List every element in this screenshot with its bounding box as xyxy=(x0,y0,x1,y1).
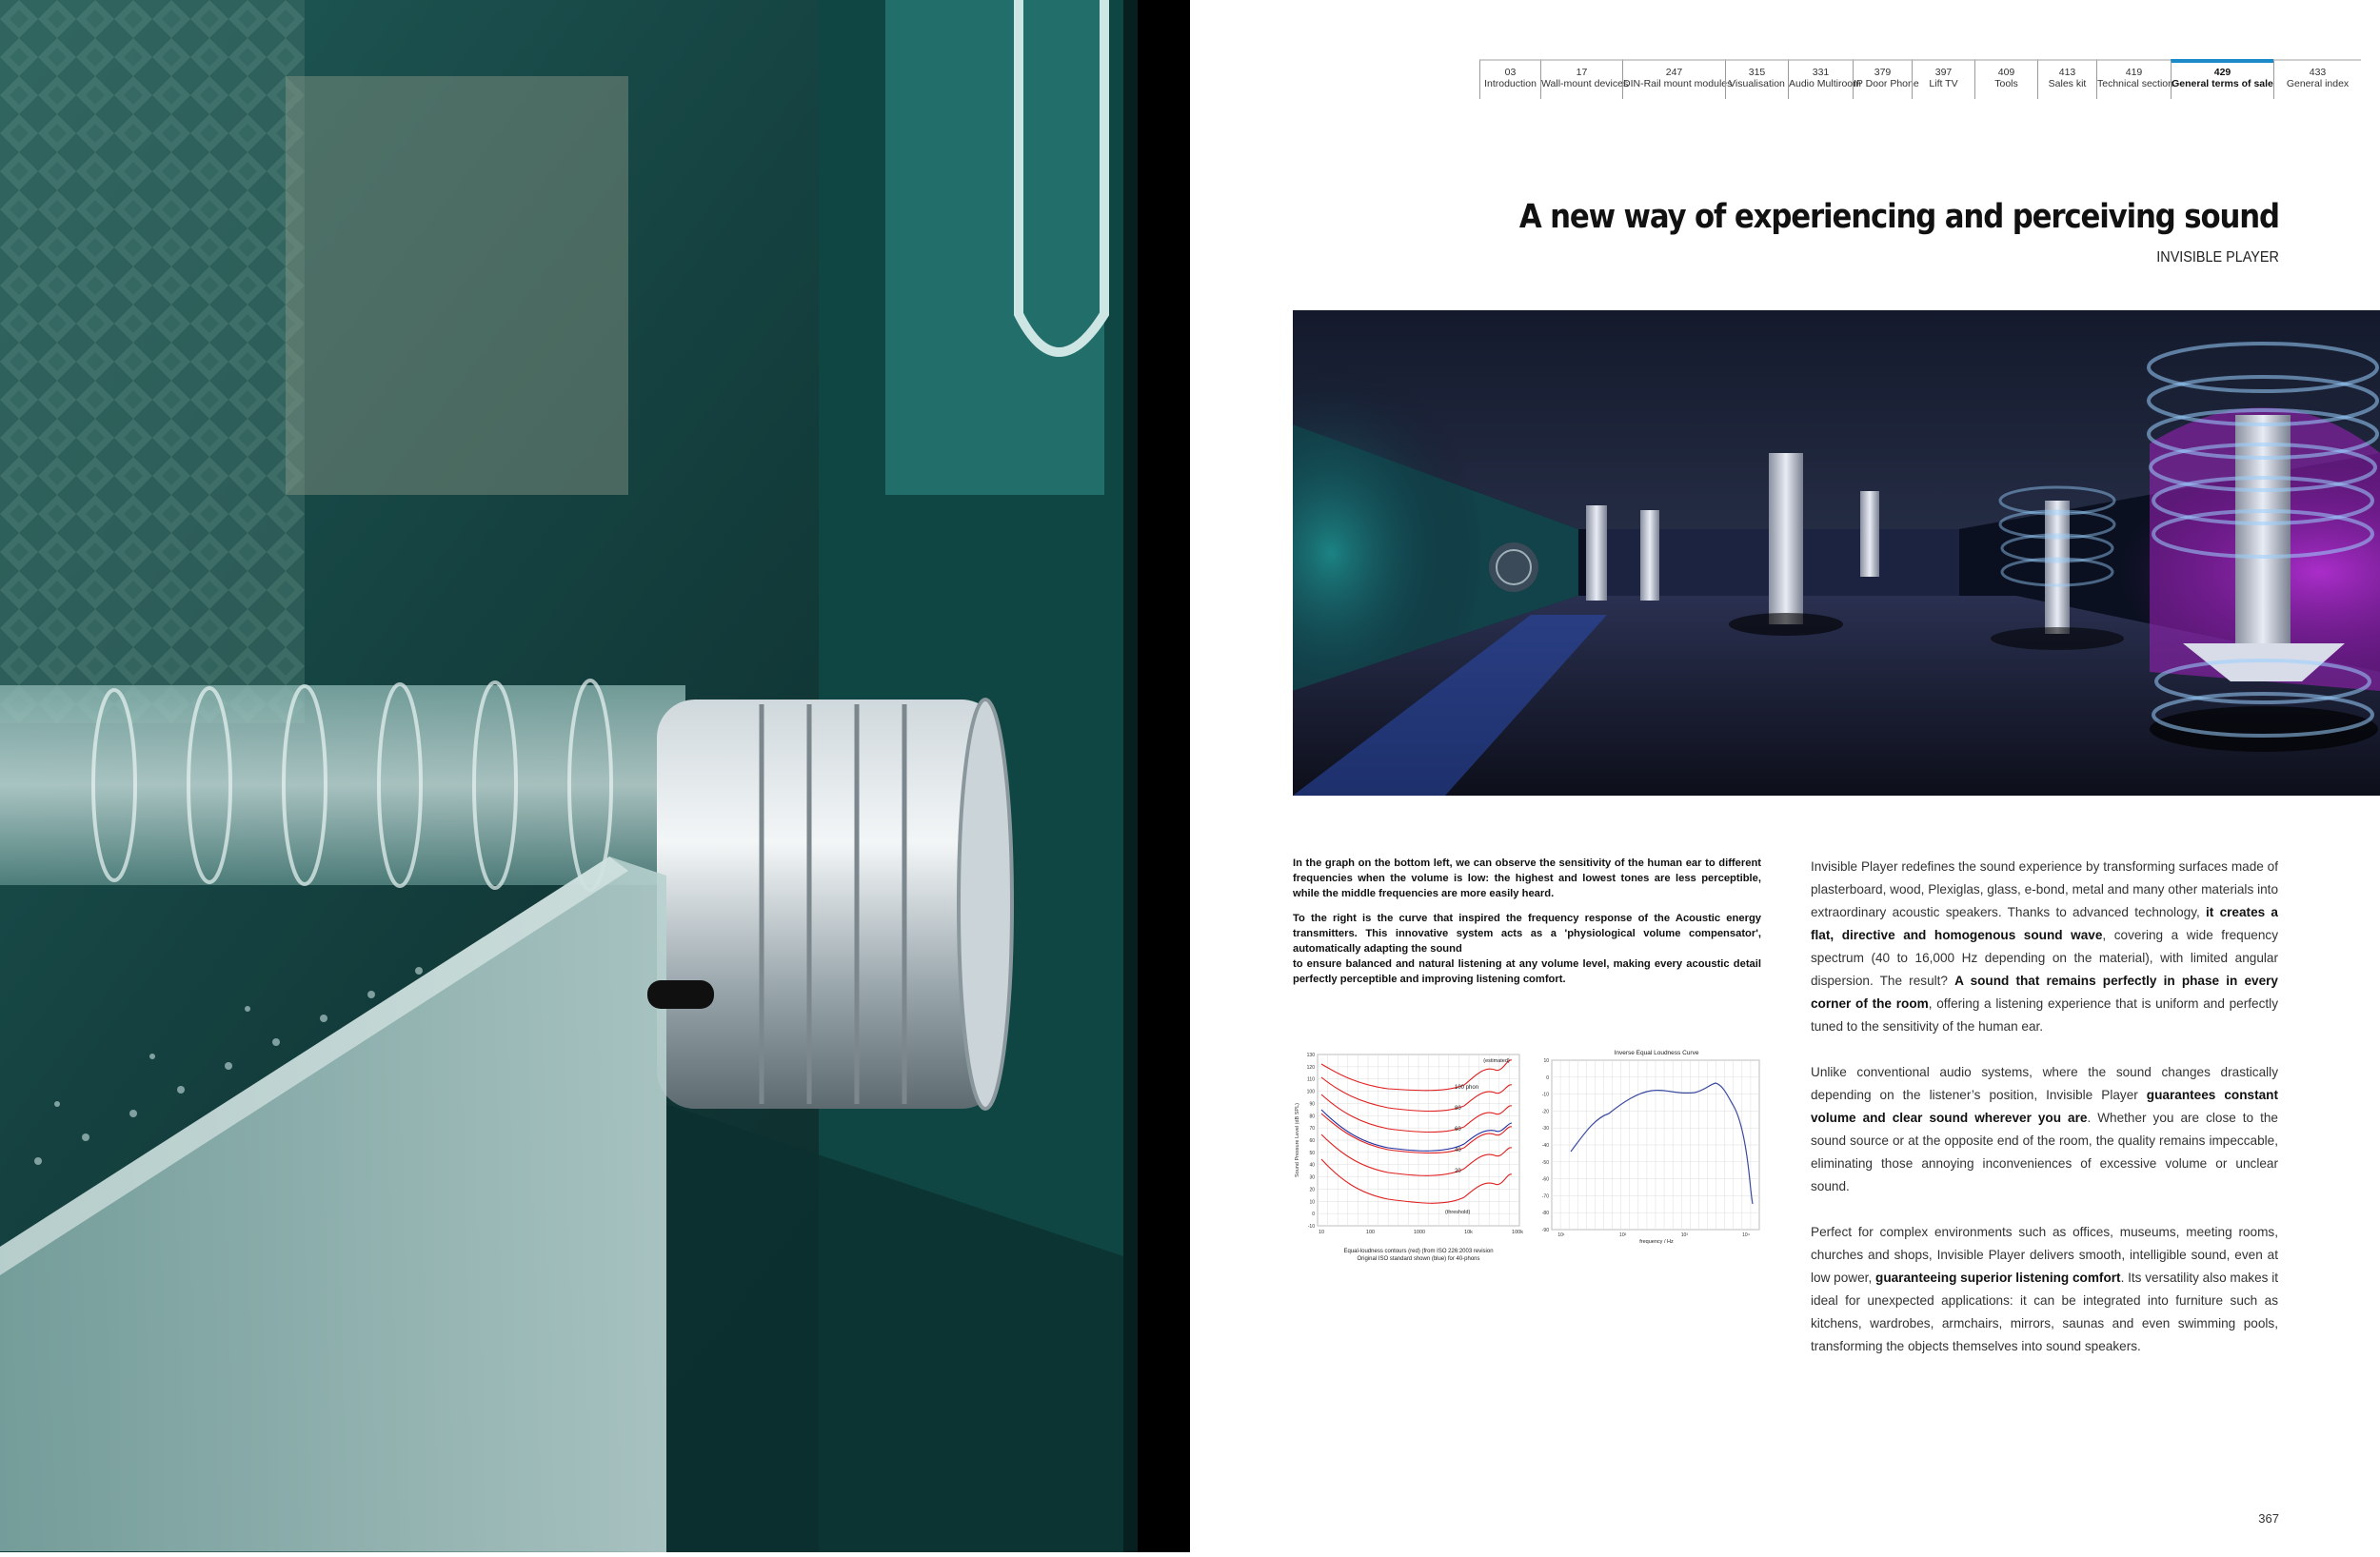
room-render-illustration xyxy=(1293,310,2380,796)
nav-tab-label: Tools xyxy=(1994,78,2018,89)
nav-tab-visualisation[interactable] xyxy=(1725,59,1788,99)
y-tick-label: 40 xyxy=(1309,1162,1315,1169)
nav-tab-number: 429 xyxy=(2213,67,2231,78)
annotation-estimated: (estimated) xyxy=(1483,1058,1510,1064)
y-tick-label: 120 xyxy=(1306,1064,1315,1071)
y-tick-label: 100 xyxy=(1306,1089,1315,1095)
nav-tab-label: Wall-mount devices xyxy=(1541,78,1629,89)
y-tick-label: 80 xyxy=(1309,1114,1315,1120)
body-p3-text-a: Perfect for complex environments such as offices, museums, meeting rooms, churches and shops, Invisible Player delivers smooth, intelligible sound, even at low power, xyxy=(1811,1225,2278,1285)
x-tick-label: 10³ xyxy=(1680,1232,1688,1238)
nav-tab-number: 379 xyxy=(1874,67,1892,78)
equal-loudness-svg xyxy=(1293,1047,1529,1266)
annotation-20: 20 xyxy=(1455,1169,1461,1174)
y-tick-label: 20 xyxy=(1309,1187,1315,1193)
nav-tab-number: 315 xyxy=(1748,67,1766,78)
y-tick-label: 60 xyxy=(1309,1138,1315,1144)
inverse-loudness-graph xyxy=(1533,1047,1761,1266)
body-p3-bold-b: guaranteeing superior listening comfort xyxy=(1875,1271,2121,1285)
y-tick-label: 10 xyxy=(1543,1058,1549,1064)
nav-tab-number: 331 xyxy=(1812,67,1830,78)
nav-tab-number: 17 xyxy=(1576,67,1588,78)
annotation-40: 40 xyxy=(1455,1148,1461,1153)
body-p1-bold-b: it creates a flat, directive and homogenous sound wave xyxy=(1811,905,2278,942)
nav-tab-label: Audio Multiroom xyxy=(1789,78,1861,89)
nav-tab-audio-multiroom[interactable] xyxy=(1788,59,1861,99)
body-p3-text-c: . Its versatility also makes it ideal for unexpected applications: it can be integrated into furniture such as kitchens, wardrobes, armchairs, mirrors, saunas and even swimming pools, transforming the objects themselves into sound speakers. xyxy=(1811,1271,2279,1353)
intro-paragraph-1: In the graph on the bottom left, we can observe the sensitivity of the human ear to different frequencies when the volume is low: the highest and lowest tones are less perceptible, while the middle frequencies are more easily heard. xyxy=(1293,857,1761,899)
annotation-60: 60 xyxy=(1455,1127,1461,1133)
y-tick-label: -20 xyxy=(1541,1109,1549,1115)
nav-tab-label: Introduction xyxy=(1484,78,1537,89)
nav-tab-wall-mount-devices[interactable] xyxy=(1540,59,1629,99)
equal-loudness-graph xyxy=(1293,1047,1529,1266)
x-tick-label: 10k xyxy=(1464,1230,1473,1235)
y-tick-label: 0 xyxy=(1546,1074,1549,1081)
nav-tab-label: IP Door Phone xyxy=(1854,78,1919,89)
nav-tab-technical-section[interactable] xyxy=(2096,59,2171,99)
inverse-loudness-svg xyxy=(1533,1047,1761,1266)
annotation-80: 80 xyxy=(1455,1106,1461,1112)
nav-tab-general-index[interactable] xyxy=(2273,59,2361,99)
x-axis-label: frequency / Hz xyxy=(1639,1239,1674,1245)
x-tick-label: 100 xyxy=(1365,1230,1376,1235)
annotation-threshold: (threshold) xyxy=(1445,1210,1471,1215)
nav-tab-number: 247 xyxy=(1665,67,1683,78)
y-tick-label: -40 xyxy=(1541,1143,1549,1149)
page-title: A new way of experiencing and perceiving sound xyxy=(1518,198,2279,236)
body-p2-text-c: . Whether you are close to the sound source or at the opposite end of the room, the quality remains impeccable, eliminating those annoying inconveniences of excessive volume or unclear sound. xyxy=(1811,1111,2278,1193)
body-p1-bold-d: A sound that remains perfectly in phase in every corner of the room xyxy=(1811,974,2278,1011)
nav-tab-introduction[interactable] xyxy=(1479,59,1540,99)
y-tick-label: 10 xyxy=(1309,1199,1315,1206)
y-tick-label: -30 xyxy=(1541,1126,1549,1133)
y-tick-label: 50 xyxy=(1309,1150,1315,1156)
y-tick-label: -50 xyxy=(1541,1159,1549,1166)
intro-paragraph-2-part-b: to ensure balanced and natural listening at any volume level, making every acoustic detail perfectly perceptible and improving listening comfort. xyxy=(1293,957,1761,985)
y-tick-label: 130 xyxy=(1306,1053,1315,1058)
y-tick-label: -60 xyxy=(1541,1176,1549,1183)
nav-tab-din-rail-mount-modules[interactable] xyxy=(1622,59,1733,99)
nav-tab-ip-door-phone[interactable] xyxy=(1853,59,1919,99)
nav-tab-number: 397 xyxy=(1934,67,1953,78)
intro-text xyxy=(1293,857,1761,997)
x-tick-label: 10 xyxy=(1318,1230,1325,1235)
graph-caption-2: Original ISO standard shown (blue) for 40-phons xyxy=(1357,1256,1480,1262)
body-paragraph-3 xyxy=(1811,1221,2278,1358)
x-tick-label: 10² xyxy=(1619,1232,1627,1238)
nav-tab-lift-tv[interactable] xyxy=(1912,59,1974,99)
body-p1-text-c: , covering a wide frequency spectrum (40 to 16,000 Hz depending on the material), with limited angular dispersion. The result? xyxy=(1811,928,2279,988)
body-p2-bold-b: guarantees constant volume and clear sound wherever you are xyxy=(1811,1088,2278,1125)
body-paragraph-2 xyxy=(1811,1061,2278,1198)
x-tick-label: 100k xyxy=(1512,1230,1523,1235)
x-tick-label: 1000 xyxy=(1413,1230,1426,1235)
y-tick-label: 0 xyxy=(1312,1212,1315,1218)
y-tick-label: -10 xyxy=(1307,1224,1315,1230)
page-subtitle: INVISIBLE PLAYER xyxy=(2156,249,2279,266)
y-tick-label: 30 xyxy=(1309,1174,1315,1181)
body-p2-text-a: Unlike conventional audio systems, where the sound changes drastically depending on the listener’s position, Invisible Player xyxy=(1811,1065,2278,1102)
nav-tab-label: General index xyxy=(2286,78,2350,89)
speaker-photo-illustration xyxy=(0,0,1190,1552)
section-navigation xyxy=(1479,59,2361,99)
nav-tab-number: 409 xyxy=(1997,67,2015,78)
nav-tab-number: 413 xyxy=(2058,67,2076,78)
page-number: 367 xyxy=(2258,1511,2279,1526)
y-tick-label: -70 xyxy=(1541,1193,1549,1200)
nav-tab-label: Lift TV xyxy=(1929,78,1958,89)
x-tick-label: 10¹ xyxy=(1557,1232,1565,1238)
y-tick-label: 70 xyxy=(1309,1126,1315,1133)
nav-tab-label: Technical section xyxy=(2097,78,2173,89)
intro-paragraph-2-part-a: To the right is the curve that inspired the frequency response of the Acoustic energy transmitters. This innovative system acts as a 'physiological volume compensator', automatically adapting the sound xyxy=(1293,913,1761,955)
body-text xyxy=(1811,856,2278,1381)
room-render-image xyxy=(1293,310,2380,796)
x-tick-label: 10⁴ xyxy=(1742,1232,1750,1238)
y-axis-label: Sound Pressure Level (dB SPL) xyxy=(1295,1103,1300,1177)
nav-tab-sales-kit[interactable] xyxy=(2037,59,2096,99)
speaker-photo xyxy=(0,0,1190,1552)
y-tick-label: -10 xyxy=(1541,1092,1549,1098)
y-tick-label: 110 xyxy=(1307,1076,1315,1083)
y-tick-label: 90 xyxy=(1309,1101,1315,1108)
y-tick-label: -90 xyxy=(1541,1228,1549,1233)
graph-caption-1: Equal-loudness contours (red) (from ISO 226:2003 revision xyxy=(1343,1249,1494,1254)
nav-tab-label: General terms of sale xyxy=(2172,78,2273,89)
nav-tab-label: Visualisation xyxy=(1729,78,1785,89)
y-tick-label: -80 xyxy=(1541,1211,1549,1217)
nav-tab-general-terms-of-sale[interactable] xyxy=(2171,59,2273,99)
annotation-100-phon: 100 phon xyxy=(1455,1085,1479,1091)
body-p1-text-e: , offering a listening experience that is uniform and perfectly tuned to the sensitivity of the human ear. xyxy=(1811,996,2278,1034)
nav-tab-number: 433 xyxy=(2309,67,2327,78)
graph-title: Inverse Equal Loudness Curve xyxy=(1614,1050,1699,1056)
nav-tab-tools[interactable] xyxy=(1974,59,2037,99)
nav-tab-label: Sales kit xyxy=(2048,78,2087,89)
body-p1-text-a: Invisible Player redefines the sound experience by transforming surfaces made of plasterboard, wood, Plexiglas, glass, e-bond, metal and many other materials into extraordinary acoustic speakers. Thanks to advanced technology, xyxy=(1811,859,2278,919)
nav-tab-number: 03 xyxy=(1504,67,1517,78)
nav-tab-label: DIN-Rail mount modules xyxy=(1623,78,1733,89)
nav-tab-number: 419 xyxy=(2125,67,2143,78)
intro-paragraph-2 xyxy=(1293,912,1761,987)
body-paragraph-1 xyxy=(1811,856,2278,1038)
